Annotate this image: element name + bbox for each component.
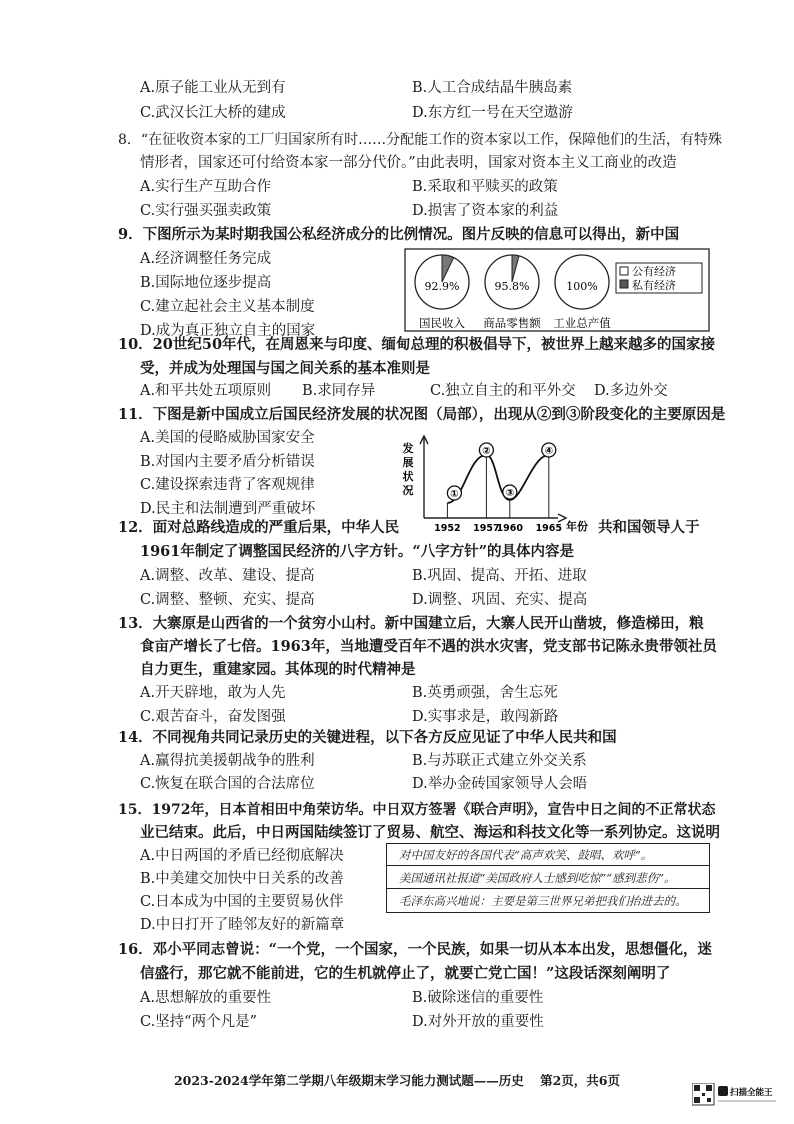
- q12-stem-line2: 1961年制定了调整国民经济的八字方针。“八字方针”的具体内容是: [140, 543, 575, 560]
- q12-option-a: A.调整、改革、建设、提高: [140, 568, 315, 584]
- reaction-row-3: 毛泽东高兴地说：主要是第三世界兄弟把我们抬进去的。: [399, 894, 687, 908]
- q11-x-arrow: [558, 514, 566, 522]
- q7-option-a: A.原子能工业从无到有: [140, 80, 286, 96]
- q16-stem-line2: 信盛行，那它就不能前进，它的生机就停止了，就要亡党亡国！”这段话深刻阐明了: [140, 965, 671, 982]
- q16-stem-line1: 16．邓小平同志曾说：“一个党，一个国家，一个民族，如果一切从本本出发，思想僵化，迷: [118, 941, 713, 958]
- q10-option-c: C.独立自主的和平外交: [430, 383, 576, 399]
- q8-stem-line1: 8．“在征收资本家的工厂归国家所有时……分配能工作的资本家以工作，保障他们的生活，有特殊: [118, 132, 723, 148]
- q9-option-c: C.建立起社会主义基本制度: [140, 299, 315, 315]
- q14-option-b: B.与苏联正式建立外交关系: [412, 753, 587, 769]
- q10-option-d: D.多边外交: [594, 383, 668, 399]
- q7-option-d: D.东方红一号在天空遨游: [412, 105, 573, 121]
- q13-option-c: C.艰苦奋斗，奋发图强: [140, 709, 286, 725]
- reaction-row-2: 美国通讯社报道“美国政府人士感到吃惊”“感到悲伤”。: [387, 867, 709, 889]
- q14-option-d: D.举办金砖国家领导人会晤: [412, 776, 588, 792]
- q8-stem-line2: 情形者，国家还可付给资本家一部分代价。”由此表明，国家对资本主义工商业的改造: [140, 155, 677, 171]
- q15-option-a: A.中日两国的矛盾已经彻底解决: [140, 848, 344, 864]
- q13-stem-line2: 食亩产增长了七倍。1963年，当地遭受百年不遇的洪水灾害，党支部书记陈永贵带领社员: [140, 638, 717, 655]
- q9-pie-chart: [404, 248, 710, 332]
- q13-option-d: D.实事求是，敢闯新路: [412, 709, 559, 725]
- q9-option-b: B.国际地位逐步提高: [140, 275, 272, 291]
- q11-tick-1960: 1960: [496, 523, 524, 534]
- q13-stem-line3: 自力更生，重建家园。其体现的时代精神是: [140, 661, 416, 678]
- legend-public-swatch: [620, 267, 628, 275]
- q11-option-a: A.美国的侵略威胁国家安全: [140, 430, 315, 446]
- q14-stem: 14．不同视角共同记录历史的关键进程，以下各方反应见证了中华人民共和国: [118, 729, 617, 746]
- q11-tick-1952: 1952: [434, 523, 461, 534]
- footer-page-number: 第2页，共6页: [540, 1073, 621, 1088]
- q9-legend: [616, 263, 702, 293]
- q9-option-d: D.成为真正独立自主的国家: [140, 323, 316, 339]
- q15-option-c: C.日本成为中国的主要贸易伙伴: [140, 894, 344, 910]
- q10-option-b: B.求同存异: [302, 383, 376, 399]
- pie-1-category-label: 国民收入: [419, 316, 465, 330]
- pie-1-value-label: 92.9%: [424, 280, 460, 293]
- q14-reaction-box: [386, 843, 710, 913]
- q11-ylabel-char: 况: [402, 484, 414, 497]
- q11-line-chart: [400, 432, 598, 536]
- q10-stem-line1: 10．20世纪50年代，在周恩来与印度、缅甸总理的积极倡导下，被世界上越来越多的国家接: [118, 336, 716, 353]
- q12-option-c: C.调整、整顿、充实、提高: [140, 592, 315, 608]
- q15-option-d: D.中日打开了睦邻友好的新篇章: [140, 917, 345, 933]
- q11-ylabel-char: 展: [402, 456, 414, 469]
- q15-option-b: B.中美建交加快中日关系的改善: [140, 871, 344, 887]
- pie-3-value-label: 100%: [566, 280, 598, 293]
- q11-tick-1965: 1965: [535, 523, 563, 534]
- legend-private-label: 私有经济: [632, 279, 676, 292]
- q11-point-label-4: ④: [544, 446, 554, 457]
- q11-xlabel: 年份: [566, 520, 588, 533]
- scanner-stamp: [692, 1083, 778, 1107]
- q10-stem-line2: 受，并成为处理国与国之间关系的基本准则是: [140, 360, 430, 377]
- q16-option-c: C.坚持“两个凡是”: [140, 1014, 258, 1030]
- stamp-label: 扫描全能王: [730, 1088, 773, 1098]
- q12-option-b: B.巩固、提高、开拓、进取: [412, 568, 587, 584]
- q15-stem-line2: 业已结束。此后，中日两国陆续签订了贸易、航空、海运和科技文化等一系列协定。这说明: [140, 824, 720, 841]
- cs-logo-icon: [718, 1086, 728, 1096]
- pie-3-category-label: 工业总产值: [553, 316, 611, 330]
- q13-option-b: B.英勇顽强，舍生忘死: [412, 685, 558, 701]
- pie-2-value-label: 95.8%: [494, 280, 530, 293]
- q14-option-c: C.恢复在联合国的合法席位: [140, 776, 315, 792]
- q8-option-c: C.实行强买强卖政策: [140, 203, 272, 219]
- q7-option-c: C.武汉长江大桥的建成: [140, 105, 286, 121]
- q15-stem-line1: 15．1972年，日本首相田中角荣访华。中日双方签署《联合声明》，宣告中日之间的不正常状态: [118, 802, 716, 818]
- q14-option-a: A.赢得抗美援朝战争的胜利: [140, 753, 315, 769]
- q10-option-a: A.和平共处五项原则: [140, 383, 272, 399]
- q8-option-a: A.实行生产互助合作: [140, 179, 272, 195]
- q11-option-d: D.民主和法制遭到严重破坏: [140, 501, 316, 517]
- q11-option-b: B.对国内主要矛盾分析错误: [140, 454, 315, 470]
- legend-private-swatch: [620, 280, 628, 288]
- q8-option-d: D.损害了资本家的利益: [412, 203, 559, 219]
- q11-tick-1957: 1957: [473, 523, 500, 534]
- q7-option-b: B.人工合成结晶牛胰岛素: [412, 80, 573, 96]
- q8-option-b: B.采取和平赎买的政策: [412, 179, 558, 195]
- q11-stem: 11．下图是新中国成立后国民经济发展的状况图（局部），出现从②到③阶段变化的主要原因是: [118, 406, 726, 423]
- page-footer: [0, 1071, 794, 1089]
- footer-title: 2023-2024学年第二学期八年级期末学习能力测试题——历史: [173, 1073, 524, 1088]
- q11-ylabel-char: 状: [402, 470, 414, 483]
- q16-option-a: A.思想解放的重要性: [140, 990, 272, 1006]
- q12-stem-line1a: 12．面对总路线造成的严重后果，中华人民: [118, 519, 400, 536]
- q16-option-b: B.破除迷信的重要性: [412, 990, 544, 1006]
- q13-option-a: A.开天辟地，敢为人先: [140, 685, 286, 701]
- q13-stem-line1: 13．大寨原是山西省的一个贫穷小山村。新中国建立后，大寨人民开山凿坡，修造梯田，粮: [118, 615, 704, 632]
- q11-ylabel: [402, 441, 414, 497]
- legend-public-label: 公有经济: [632, 265, 676, 278]
- q12-option-d: D.调整、巩固、充实、提高: [412, 592, 588, 608]
- q11-ylabel-char: 发: [402, 442, 414, 455]
- q12-stem-line1b: 共和国领导人于: [598, 519, 700, 536]
- reaction-row-1: 对中国友好的各国代表“高声欢笑、鼓唱、欢呼”。: [387, 844, 709, 866]
- q11-point-label-1: ①: [450, 489, 459, 500]
- q11-option-c: C.建设探索违背了客观规律: [140, 477, 315, 493]
- q11-point-label-3: ③: [505, 488, 515, 499]
- q11-series-line: [447, 455, 548, 503]
- q11-point-label-2: ②: [482, 446, 491, 457]
- q9-stem: 9．下图所示为某时期我国公私经济成分的比例情况。图片反映的信息可以得出，新中国: [118, 226, 680, 243]
- pie-2-category-label: 商品零售额: [483, 316, 541, 330]
- q16-option-d: D.对外开放的重要性: [412, 1014, 544, 1030]
- q9-option-a: A.经济调整任务完成: [140, 251, 272, 267]
